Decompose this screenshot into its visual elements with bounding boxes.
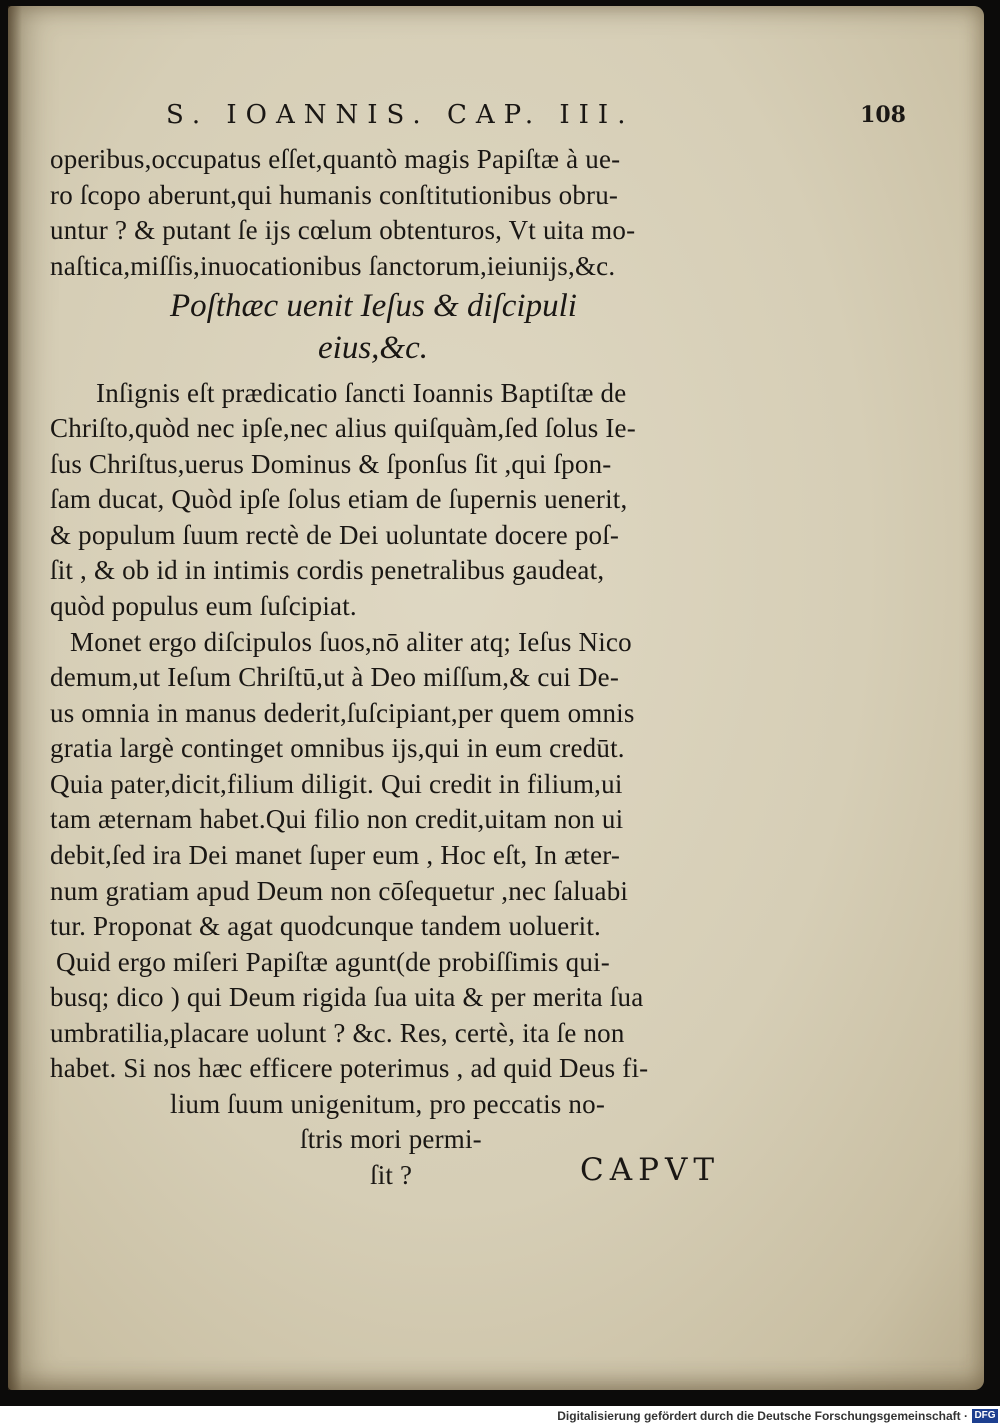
text-line: Quia pater,dicit,filium diligit. Qui credit in filium,ui xyxy=(50,769,623,799)
text-line: ſam ducat, Quòd ipſe ſolus etiam de ſupernis uenerit, xyxy=(50,484,628,514)
text-line: naſtica,miſſis,inuocationibus ſanctorum,ieiunijs,&c. xyxy=(50,251,616,281)
text-line: tam æternam habet.Qui filio non credit,uitam non ui xyxy=(50,804,624,834)
text-line: busq; dico ) qui Deum rigida ſua uita & per merita ſua xyxy=(50,982,644,1012)
text-line: ro ſcopo aberunt,qui humanis conſtitutionibus obru- xyxy=(50,180,619,210)
text-line: ſit ? xyxy=(370,1160,413,1190)
text-line: debit,ſed ira Dei manet ſuper eum , Hoc eſt, In æter- xyxy=(50,840,621,870)
text-line: & populum ſuum rectè de Dei uoluntate docere poſ- xyxy=(50,520,620,550)
text-line: gratia largè continget omnibus ijs,qui in eum credūt. xyxy=(50,733,625,763)
text-line: num gratiam apud Deum non cōſequetur ,nec ſaluabi xyxy=(50,876,629,906)
text-line: Monet ergo diſcipulos ſuos,nō aliter atq; Ieſus Nico xyxy=(70,627,632,657)
section-heading-line: Poſthæc uenit Ieſus & diſcipuli xyxy=(170,288,577,324)
catchword: CAPVT xyxy=(580,1152,721,1188)
page-header xyxy=(166,100,906,140)
text-line: demum,ut Ieſum Chriſtū,ut à Deo miſſum,& cui De- xyxy=(50,662,620,692)
page-gutter xyxy=(8,6,22,1390)
text-line: ſtris mori permi- xyxy=(300,1124,482,1154)
text-line: lium ſuum unigenitum, pro peccatis no- xyxy=(170,1089,606,1119)
text-line: tur. Proponat & agat quodcunque tandem uoluerit. xyxy=(50,911,601,941)
text-line: umbratilia,placare uolunt ? &c. Res, certè, ita ſe non xyxy=(50,1018,625,1048)
text-line: Quid ergo miſeri Papiſtæ agunt(de probiſſimis qui- xyxy=(56,947,610,977)
running-title: S. IOANNIS. CAP. III. xyxy=(166,100,635,130)
digitization-footer xyxy=(0,1406,1000,1426)
text-line: habet. Si nos hæc efficere poterimus , ad quid Deus fi- xyxy=(50,1053,649,1083)
text-line: us omnia in manus dederit,ſuſcipiant,per quem omnis xyxy=(50,698,635,728)
text-line: quòd populus eum ſuſcipiat. xyxy=(50,591,357,621)
text-line: ſit , & ob id in intimis cordis penetralibus gaudeat, xyxy=(50,555,605,585)
text-line: ſus Chriſtus,uerus Dominus & ſponſus ſit ,qui ſpon- xyxy=(50,449,612,479)
text-line: operibus,occupatus eſſet,quantò magis Papiſtæ à ue- xyxy=(50,144,621,174)
text-line: Inſignis eſt prædicatio ſancti Ioannis Baptiſtæ de xyxy=(96,378,627,408)
text-line: Chriſto,quòd nec ipſe,nec alius quiſquàm,ſed ſolus Ie- xyxy=(50,413,636,443)
dfg-logo: DFG xyxy=(972,1409,998,1423)
page-number: 108 xyxy=(860,102,906,128)
section-heading-line: eius,&c. xyxy=(318,330,428,366)
funding-credit: Digitalisierung gefördert durch die Deutsche Forschungsgemeinschaft · xyxy=(557,1409,968,1423)
text-line: untur ? & putant ſe ijs cœlum obtenturos, Vt uita mo- xyxy=(50,215,636,245)
